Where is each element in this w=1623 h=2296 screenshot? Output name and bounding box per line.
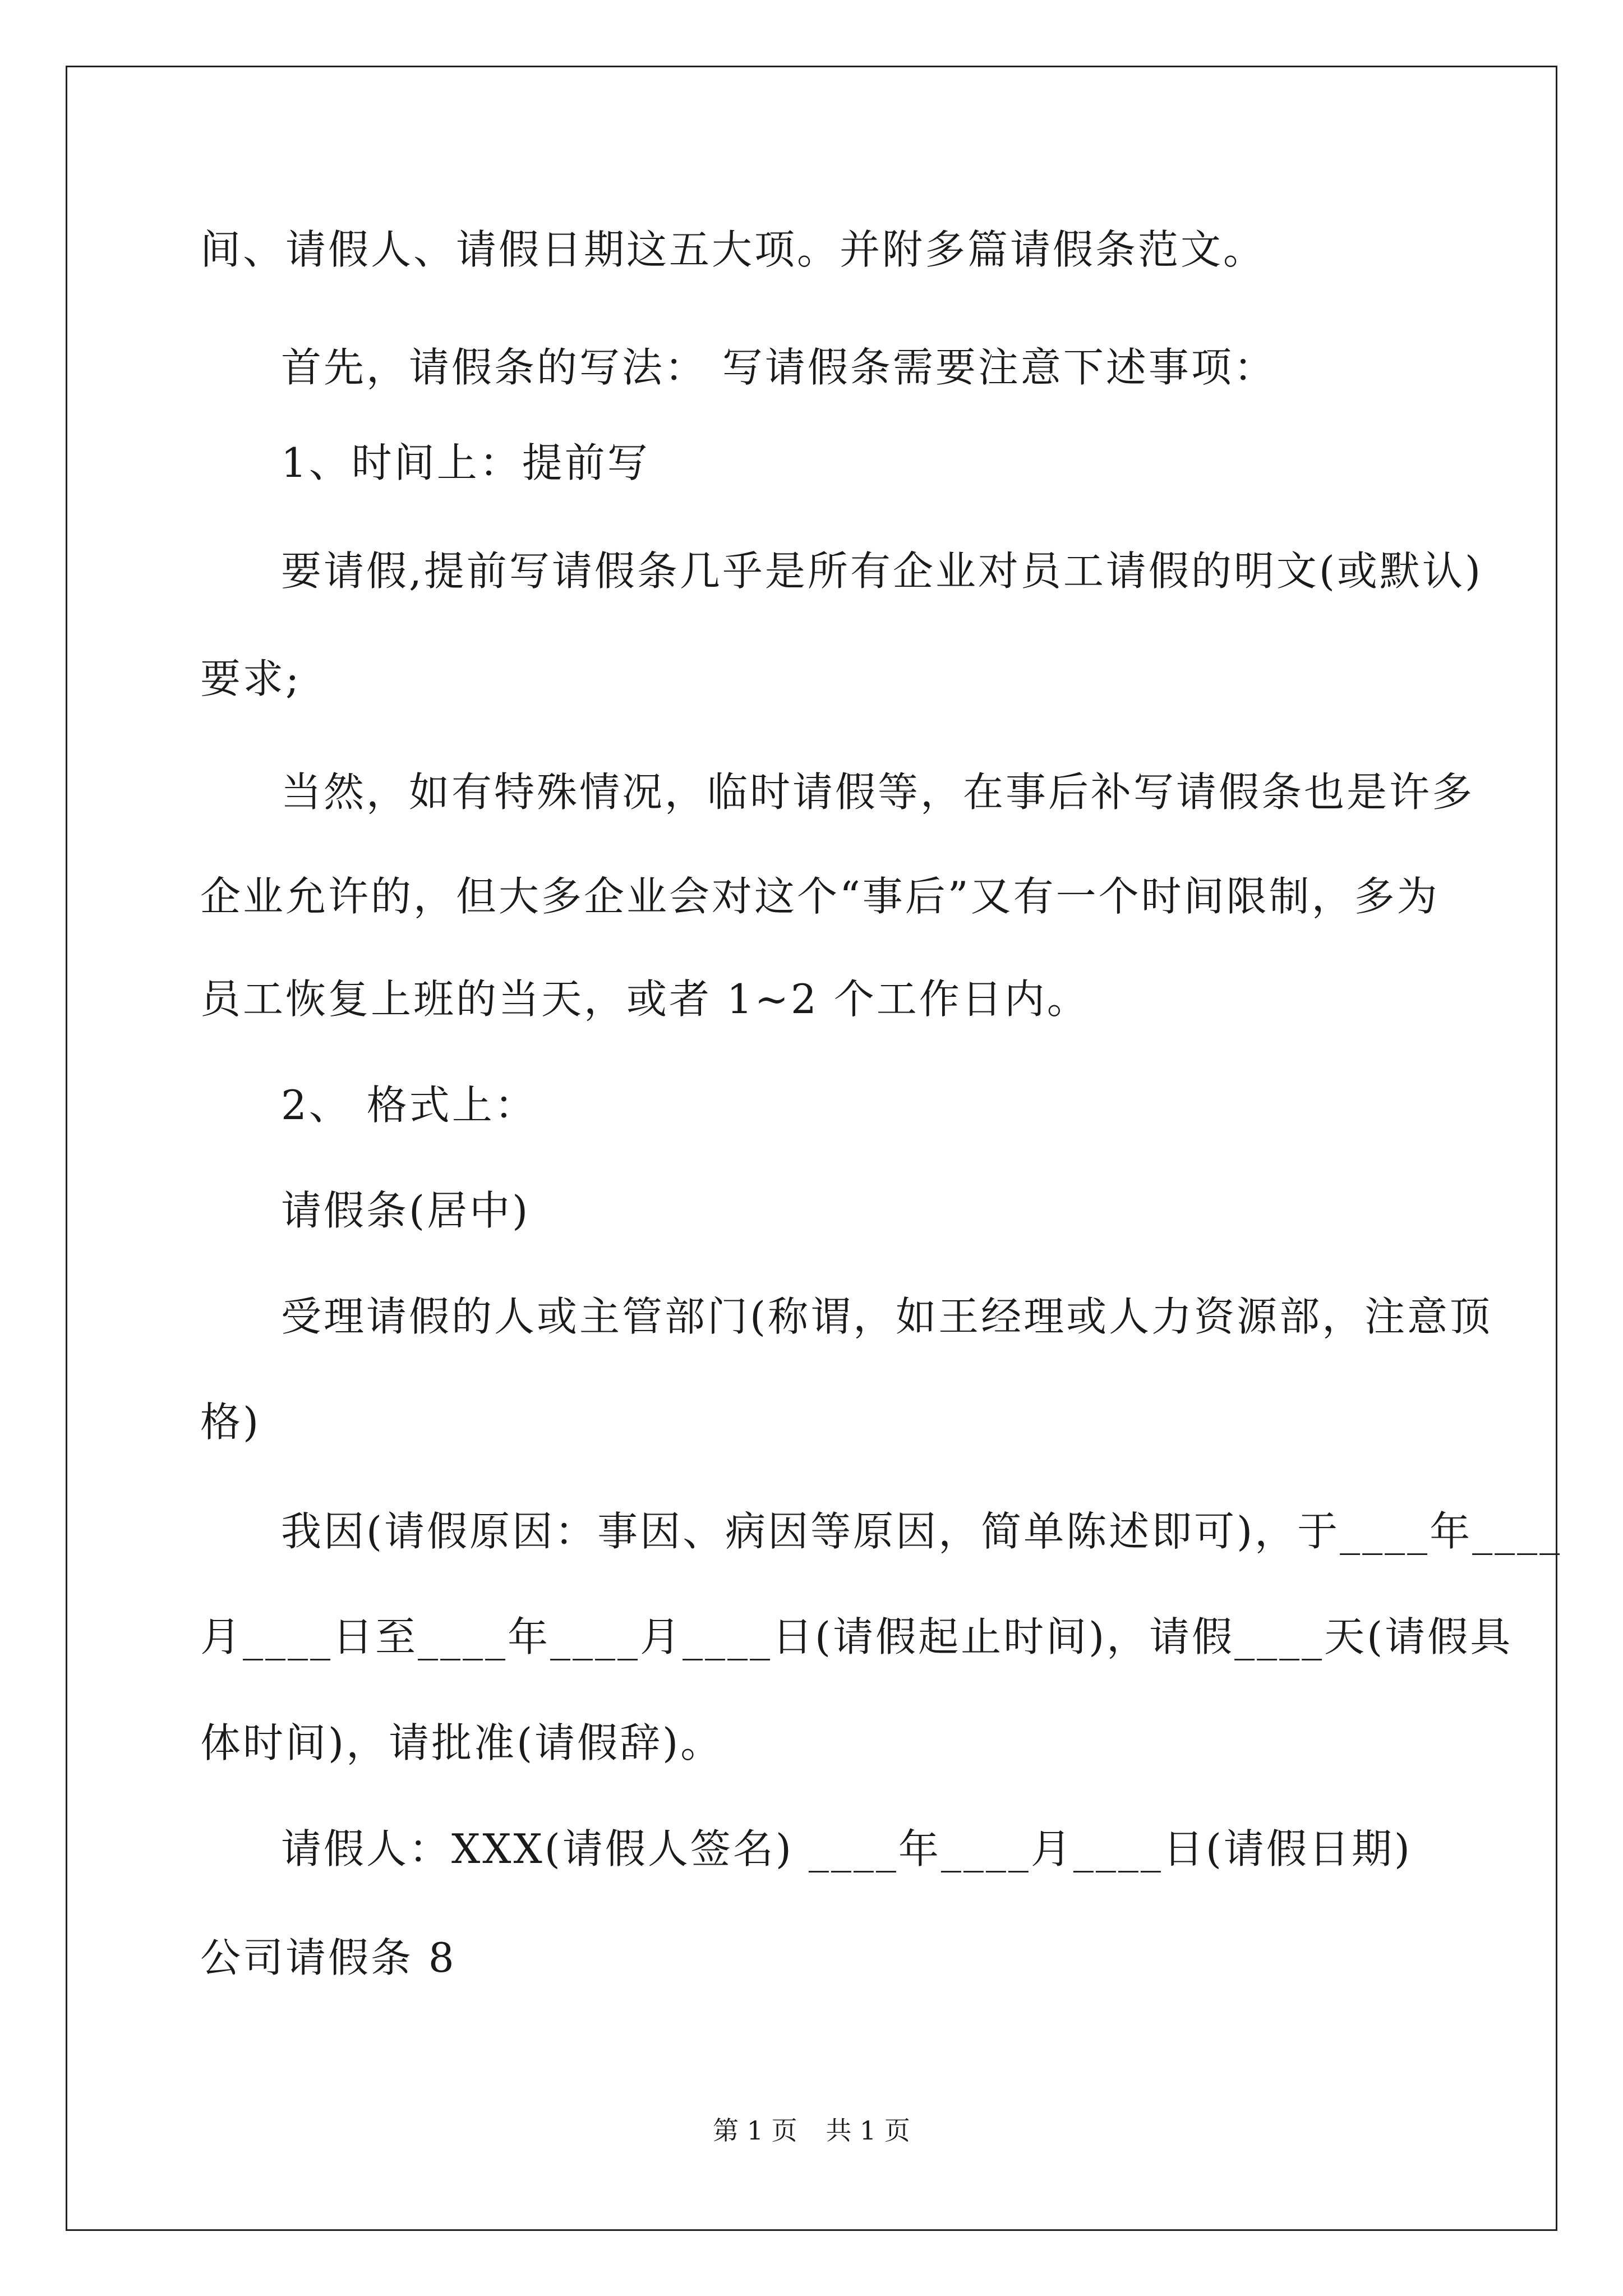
text-line-7: 企业允许的，但大多企业会对这个“事后”又有一个时间限制，多为 [200, 873, 1440, 920]
text-line-14: 月____日至____年____月____日(请假起止时间)，请假____天(请假具 [200, 1613, 1513, 1660]
text-line-11: 受理请假的人或主管部门(称谓，如王经理或人力资源部，注意顶 [281, 1293, 1493, 1340]
text-line-13: 我因(请假原因：事因、病因等原因，简单陈述即可)，于____年____ [281, 1508, 1562, 1555]
section-heading: 公司请假条 8 [200, 1934, 457, 1981]
text-line-5: 要求; [200, 655, 302, 702]
page-total: 共 1 页 [826, 2115, 910, 2146]
text-line-3: 1、时间上：提前写 [281, 439, 650, 486]
page-number: 第 1 页 [713, 2115, 797, 2146]
text-line-1: 间、请假人、请假日期这五大项。并附多篇请假条范文。 [200, 226, 1266, 273]
text-line-6: 当然，如有特殊情况，临时请假等，在事后补写请假条也是许多 [281, 769, 1475, 816]
page-footer [0, 2114, 1623, 2147]
text-line-2: 首先，请假条的写法： 写请假条需要注意下述事项： [281, 344, 1276, 391]
text-line-10: 请假条(居中) [281, 1187, 531, 1234]
text-line-4: 要请假,提前写请假条几乎是所有企业对员工请假的明文(或默认) [281, 547, 1483, 595]
text-line-9: 2、 格式上： [281, 1082, 537, 1129]
text-line-12: 格) [200, 1398, 261, 1446]
text-line-8: 员工恢复上班的当天，或者 1~2 个工作日内。 [200, 976, 1090, 1023]
text-line-15: 体时间)，请批准(请假辞)。 [200, 1719, 723, 1766]
text-line-16: 请假人：XXX(请假人签名) ____年____月____日(请假日期) [281, 1825, 1413, 1872]
